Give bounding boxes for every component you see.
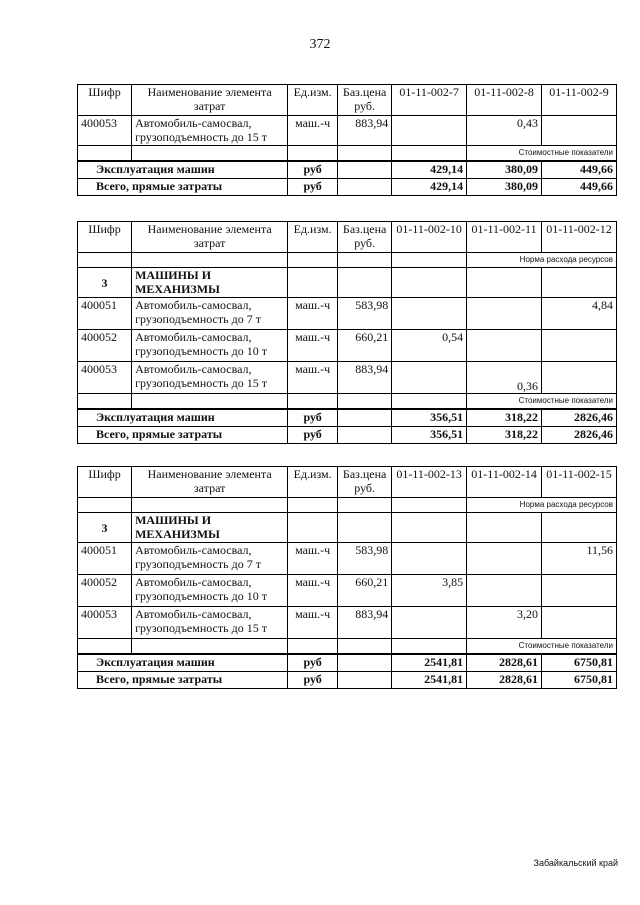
estimate-table-1: [77, 84, 617, 196]
machine-operation-row: [78, 161, 617, 179]
row-value: [542, 362, 617, 394]
row-code: 400051: [78, 298, 132, 330]
row-value: [392, 543, 467, 575]
section-code: 3: [78, 513, 132, 543]
sum-value: 6750,81: [542, 672, 617, 689]
header-price: Баз.цена руб.: [338, 85, 392, 116]
header-column: 01-11-002-10: [392, 222, 467, 253]
row-name: Автомобиль-самосвал, грузоподъемность до 15 т: [132, 362, 288, 394]
footer-region: Забайкальский край: [533, 858, 618, 868]
estimate-table-3: [77, 466, 617, 689]
machine-operation-label: Эксплуатация машин: [78, 409, 288, 427]
cost-indicators-label: Стоимостные показатели: [467, 146, 617, 162]
resource-norm-label: Норма расхода ресурсов: [467, 498, 617, 513]
sum-value: 429,14: [392, 179, 467, 196]
cost-indicators-row: [78, 639, 617, 655]
row-value: [392, 116, 467, 146]
row-value: [542, 330, 617, 362]
row-code: 400052: [78, 330, 132, 362]
sum-value: 380,09: [467, 161, 542, 179]
header-column: 01-11-002-14: [467, 467, 542, 498]
header-column: 01-11-002-8: [467, 85, 542, 116]
sum-value: 449,66: [542, 179, 617, 196]
cost-indicators-row: [78, 394, 617, 410]
row-price: 660,21: [338, 575, 392, 607]
header-name: Наименование элемента затрат: [132, 467, 288, 498]
row-value: 11,56: [542, 543, 617, 575]
machine-operation-row: [78, 409, 617, 427]
header-column: 01-11-002-15: [542, 467, 617, 498]
total-direct-label: Всего, прямые затраты: [78, 179, 288, 196]
unit-rub: руб: [288, 161, 338, 179]
row-unit: маш.-ч: [288, 607, 338, 639]
section-name: МАШИНЫ И МЕХАНИЗМЫ: [132, 268, 288, 298]
sum-value: 429,14: [392, 161, 467, 179]
row-value: [392, 607, 467, 639]
row-name: Автомобиль-самосвал, грузоподъемность до 15 т: [132, 116, 288, 146]
row-code: 400053: [78, 607, 132, 639]
cost-indicators-label: Стоимостные показатели: [467, 394, 617, 410]
sum-value: 2826,46: [542, 427, 617, 444]
row-code: 400052: [78, 575, 132, 607]
row-unit: маш.-ч: [288, 330, 338, 362]
total-direct-row: [78, 427, 617, 444]
header-unit: Ед.изм.: [288, 222, 338, 253]
total-direct-row: [78, 672, 617, 689]
header-column: 01-11-002-13: [392, 467, 467, 498]
machine-operation-label: Эксплуатация машин: [78, 654, 288, 672]
sum-value: 356,51: [392, 427, 467, 444]
row-value: [542, 575, 617, 607]
row-value: [392, 362, 467, 394]
header-code: Шифр: [78, 222, 132, 253]
row-code: 400051: [78, 543, 132, 575]
section-row: [78, 268, 617, 298]
total-direct-row: [78, 179, 617, 196]
row-value: [467, 543, 542, 575]
row-price: 883,94: [338, 607, 392, 639]
machine-operation-label: Эксплуатация машин: [78, 161, 288, 179]
header-code: Шифр: [78, 85, 132, 116]
sum-value: 2541,81: [392, 654, 467, 672]
row-name: Автомобиль-самосвал, грузоподъемность до 10 т: [132, 330, 288, 362]
page-number: 372: [309, 37, 331, 52]
header-name: Наименование элемента затрат: [132, 85, 288, 116]
row-unit: маш.-ч: [288, 362, 338, 394]
table-row: [78, 607, 617, 639]
header-column: 01-11-002-9: [542, 85, 617, 116]
header-column: 01-11-002-7: [392, 85, 467, 116]
row-name: Автомобиль-самосвал, грузоподъемность до 7 т: [132, 543, 288, 575]
estimate-table-2: [77, 221, 617, 444]
sum-value: 2828,61: [467, 672, 542, 689]
row-name: Автомобиль-самосвал, грузоподъемность до 7 т: [132, 298, 288, 330]
table-header-row: [78, 85, 617, 116]
header-price: Баз.цена руб.: [338, 222, 392, 253]
row-code: 400053: [78, 362, 132, 394]
section-row: [78, 513, 617, 543]
row-price: 883,94: [338, 362, 392, 394]
row-value: 3,20: [467, 607, 542, 639]
table-row: [78, 116, 617, 146]
header-unit: Ед.изм.: [288, 85, 338, 116]
row-unit: маш.-ч: [288, 543, 338, 575]
row-value: 4,84: [542, 298, 617, 330]
cost-indicators-row: [78, 146, 617, 162]
resource-norm-row: [78, 253, 617, 268]
machine-operation-row: [78, 654, 617, 672]
header-price: Баз.цена руб.: [338, 467, 392, 498]
section-code: 3: [78, 268, 132, 298]
row-unit: маш.-ч: [288, 298, 338, 330]
sum-value: 2826,46: [542, 409, 617, 427]
row-price: 583,98: [338, 298, 392, 330]
sum-value: 6750,81: [542, 654, 617, 672]
total-direct-label: Всего, прямые затраты: [78, 672, 288, 689]
resource-norm-row: [78, 498, 617, 513]
cost-indicators-label: Стоимостные показатели: [467, 639, 617, 655]
row-unit: маш.-ч: [288, 116, 338, 146]
row-value: [467, 330, 542, 362]
table-header-row: [78, 467, 617, 498]
unit-rub: руб: [288, 409, 338, 427]
header-name: Наименование элемента затрат: [132, 222, 288, 253]
row-price: 583,98: [338, 543, 392, 575]
table-row: [78, 543, 617, 575]
sum-value: 318,22: [467, 409, 542, 427]
row-price: 660,21: [338, 330, 392, 362]
unit-rub: руб: [288, 179, 338, 196]
sum-value: 2541,81: [392, 672, 467, 689]
total-direct-label: Всего, прямые затраты: [78, 427, 288, 444]
sum-value: 2828,61: [467, 654, 542, 672]
row-value: 3,85: [392, 575, 467, 607]
row-value: 0,54: [392, 330, 467, 362]
unit-rub: руб: [288, 654, 338, 672]
sum-value: 318,22: [467, 427, 542, 444]
table-row: [78, 298, 617, 330]
row-unit: маш.-ч: [288, 575, 338, 607]
row-name: Автомобиль-самосвал, грузоподъемность до 10 т: [132, 575, 288, 607]
header-code: Шифр: [78, 467, 132, 498]
row-value: 0,43: [467, 116, 542, 146]
table-row: [78, 330, 617, 362]
table-header-row: [78, 222, 617, 253]
row-value: [542, 607, 617, 639]
row-code: 400053: [78, 116, 132, 146]
row-price: 883,94: [338, 116, 392, 146]
row-value: 0,36: [467, 362, 542, 394]
header-column: 01-11-002-11: [467, 222, 542, 253]
header-unit: Ед.изм.: [288, 467, 338, 498]
row-value: [542, 116, 617, 146]
sum-value: 356,51: [392, 409, 467, 427]
row-value: [467, 298, 542, 330]
sum-value: 380,09: [467, 179, 542, 196]
row-value: [392, 298, 467, 330]
table-row: [78, 575, 617, 607]
unit-rub: руб: [288, 672, 338, 689]
header-column: 01-11-002-12: [542, 222, 617, 253]
row-name: Автомобиль-самосвал, грузоподъемность до 15 т: [132, 607, 288, 639]
resource-norm-label: Норма расхода ресурсов: [467, 253, 617, 268]
row-value: [467, 575, 542, 607]
table-row: [78, 362, 617, 394]
section-name: МАШИНЫ И МЕХАНИЗМЫ: [132, 513, 288, 543]
unit-rub: руб: [288, 427, 338, 444]
sum-value: 449,66: [542, 161, 617, 179]
